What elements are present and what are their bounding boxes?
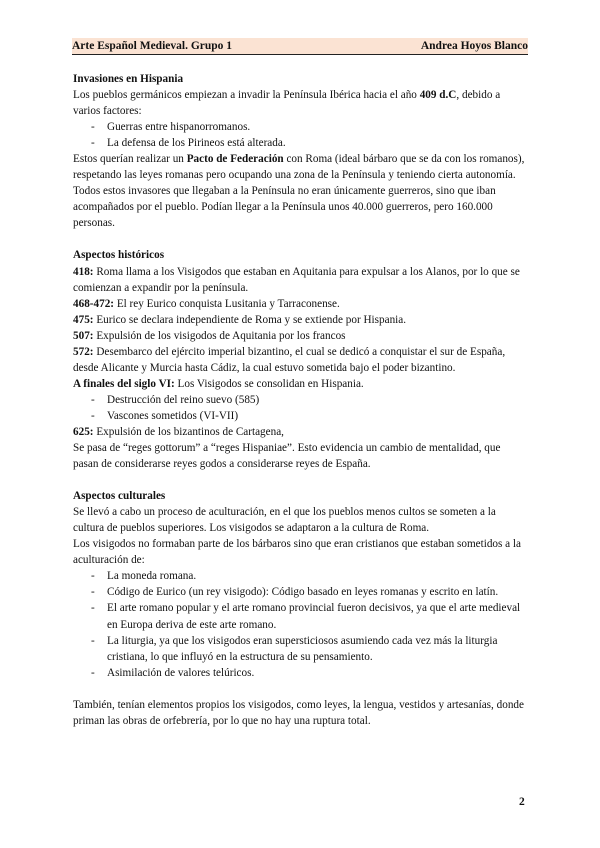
event-siglo-vi: A finales del siglo VI: Los Visigodos se consolidan en Hispania. [73,377,364,390]
header-author: Andrea Hoyos Blanco [420,40,528,52]
event-468-472: 468-472: El rey Eurico conquista Lusitania y Tarraconense. [73,297,340,310]
factors-list [73,119,528,151]
pacto-term: Pacto de Federación [186,153,284,166]
event-418: 418: Roma llama a los Visigodos que estaban en Aquitania para expulsar a los Alanos, por lo que se comienzan a expandir por la península. [73,265,520,294]
header-course-title: Arte Español Medieval. Grupo 1 [72,40,233,52]
list-item: - Vascones sometidos (VI-VII) [73,408,528,424]
culturales-p3: También, tenían elementos propios los visigodos, como leyes, la lengua, vestidos y artesanías, donde priman las obras de orfebrería, por lo que no hay una ruptura total. [73,698,524,727]
page-header [72,38,528,55]
culturales-p1: Se llevó a cabo un proceso de aculturación, en el que los pueblos menos cultos se someten a la cultura de pueblos superiores. Los visigodos se adaptaron a la cultura de Roma. [73,506,496,535]
event-625: 625: Expulsión de los bizantinos de Cartagena, [73,425,284,438]
section-title-culturales: Aspectos culturales [73,490,166,503]
list-item: - La liturgia, ya que los visigodos eran supersticiosos asumiendo cada vez más la liturgia cristiana, lo que influyó en la estructura de su pensamiento. [73,633,528,665]
list-item: - El arte romano popular y el arte romano provincial fueron decisivos, ya que el arte medieval en Europa deriva de este arte romano. [73,600,528,632]
event-572: 572: Desembarco del ejército imperial bizantino, el cual se dedicó a conquistar el sur de España, desde Alicante y Murcia hasta Cádiz, la cual estuvo sometida bajo el poder bizantino. [73,345,506,374]
event-475: 475: Eurico se declara independiente de Roma y se extiende por Hispania. [73,313,407,326]
year-409: 409 d.C [419,89,457,102]
list-item: - Destrucción del reino suevo (585) [73,392,528,408]
list-item: - Código de Eurico (un rey visigodo): Código basado en leyes romanas y escrito en latín. [73,584,528,600]
historicos-closing: Se pasa de “reges gottorum” a “reges Hispaniae”. Esto evidencia un cambio de mentalidad, que pasan de considerarse reyes godos a considerarse reyes de España. [73,442,501,471]
page-number: 2 [519,796,525,808]
section-title-invasiones: Invasiones en Hispania [73,73,184,85]
siglo-vi-list [73,392,528,424]
document-body [73,71,528,729]
section-title-historicos: Aspectos históricos [73,249,165,262]
invasiones-intro: Los pueblos germánicos empiezan a invadir la Península Ibérica hacia el año 409 d.C, debido a varios factores: [73,89,501,118]
culturales-p2: Los visigodos no formaban parte de los bárbaros sino que eran cristianos que estaban sometidos a la aculturación de: [73,538,522,567]
event-507: 507: Expulsión de los visigodos de Aquitania por los francos [73,329,346,342]
aculturacion-list [73,568,528,680]
pacto-paragraph: Estos querían realizar un Pacto de Federación con Roma (ideal bárbaro que se da con los romanos), respetando las leyes romanas pero ocupando una zona de la Península y teniendo cierta autonomía. Todos estos invasores que llegaban a la Península no eran únicamente guerreros, sino que iban acompañados por el pueblo. Podían llegar a la Península unos 40.000 guerreros, pero 160.000 personas. [73,153,525,230]
list-item: - Asimilación de valores telúricos. [73,665,528,681]
list-item: - La moneda romana. [73,568,528,584]
list-item: - La defensa de los Pirineos está alterada. [73,135,528,151]
list-item: - Guerras entre hispanorromanos. [73,119,528,135]
